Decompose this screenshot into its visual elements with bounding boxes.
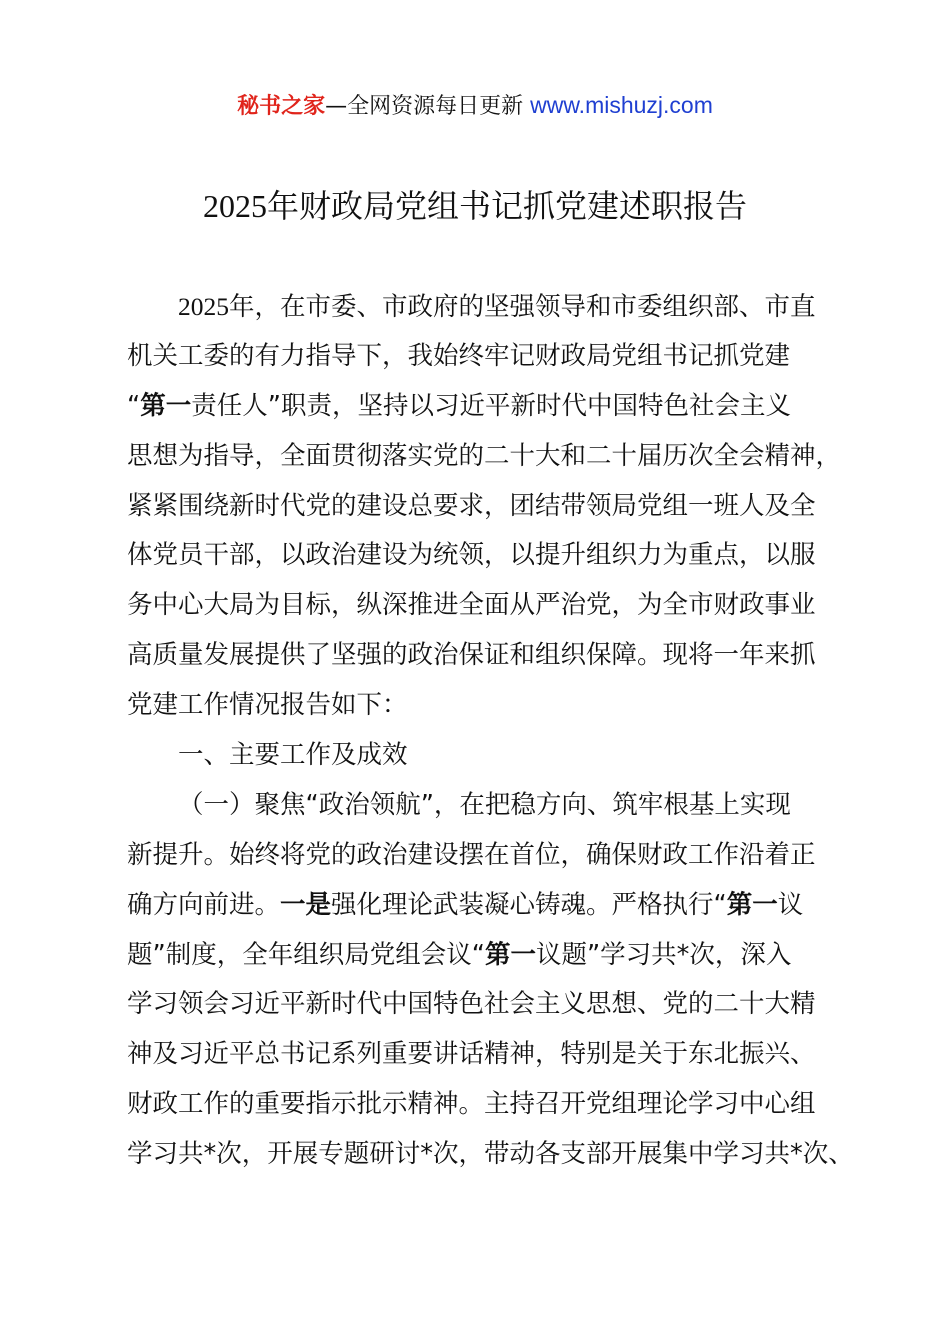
paragraph-2-line-4 <box>127 931 847 981</box>
p1-line-3-bold: 第一 <box>140 390 192 421</box>
paragraph-1-line-8: 高质量发展提供了坚强的政治保证和组织保障。现将一年来抓 <box>127 640 816 671</box>
paragraph-2-line-5: 学习领会习近平新时代中国特色社会主义思想、党的二十大精 <box>127 989 816 1020</box>
site-url-link[interactable]: www.mishuzj.com <box>530 92 713 118</box>
p2-line-3-text-b: 强化理论武装凝心铸魂。严格执行“ <box>331 889 727 920</box>
paragraph-1-line-9: 党建工作情况报告如下： <box>127 690 408 721</box>
title-year: 2025 <box>202 188 267 224</box>
paragraph-1-line-5: 紧紧围绕新时代党的建设总要求，团结带领局党组一班人及全 <box>127 490 816 521</box>
p2-line-4-bold: 第一 <box>484 939 536 970</box>
site-tagline: —全网资源每日更新 <box>325 94 524 119</box>
p2-line-4-text-b: 议题”学习共*次，深入 <box>535 939 792 970</box>
paragraph-1-line-1 <box>127 282 847 332</box>
paragraph-1-line-6: 体党员干部，以政治建设为统领，以提升组织力为重点，以服 <box>127 540 816 571</box>
paragraph-1-line-2: 机关工委的有力指导下，我始终牢记财政局党组书记抓党建 <box>127 340 791 371</box>
document-body <box>127 282 854 1180</box>
paragraph-2-line-7: 财政工作的重要指示批示精神。主持召开党组理论学习中心组 <box>127 1089 816 1120</box>
title-text: 年财政局党组书记抓党建述职报告 <box>266 187 747 225</box>
paragraph-2-line-2: 新提升。始终将党的政治建设摆在首位，确保财政工作沿着正 <box>127 839 816 870</box>
paragraph-2-line-3 <box>127 881 847 931</box>
paragraph-1-line-3 <box>127 382 847 432</box>
site-brand: 秘书之家 <box>237 94 326 119</box>
p2-line-3-bold-a: 一是 <box>280 889 332 920</box>
site-header <box>0 88 950 124</box>
paragraph-2-line-6: 神及习近平总书记系列重要讲话精神，特别是关于东北振兴、 <box>127 1039 816 1070</box>
paragraph-1-line-4: 思想为指导，全面贯彻落实党的二十大和二十届历次全会精神， <box>127 440 842 471</box>
p1-year: 2025 <box>178 292 229 321</box>
document-title <box>0 180 950 232</box>
p2-line-3-bold-b: 第一 <box>726 889 778 920</box>
p2-line-3-text-a: 确方向前进。 <box>127 889 281 920</box>
p2-line-3-text-c: 议 <box>777 889 804 920</box>
section-heading-1: 一、主要工作及成效 <box>178 740 408 771</box>
paragraph-2-line-1: （一）聚焦“政治领航”，在把稳方向、筑牢根基上实现 <box>178 789 791 820</box>
p2-line-4-text-a: 题”制度，全年组织局党组会议“ <box>127 939 485 970</box>
p1-line-1-text: 年，在市委、市政府的坚强领导和市委组织部、市直 <box>229 292 816 322</box>
paragraph-1-line-7: 务中心大局为目标，纵深推进全面从严治党，为全市财政事业 <box>127 590 816 621</box>
paragraph-2-line-8: 学习共*次，开展专题研讨*次，带动各支部开展集中学习共*次、 <box>127 1139 854 1170</box>
p1-line-3-text: 责任人”职责，坚持以习近平新时代中国特色社会主义 <box>191 390 791 421</box>
p1-line-3-quote: “ <box>127 390 141 421</box>
